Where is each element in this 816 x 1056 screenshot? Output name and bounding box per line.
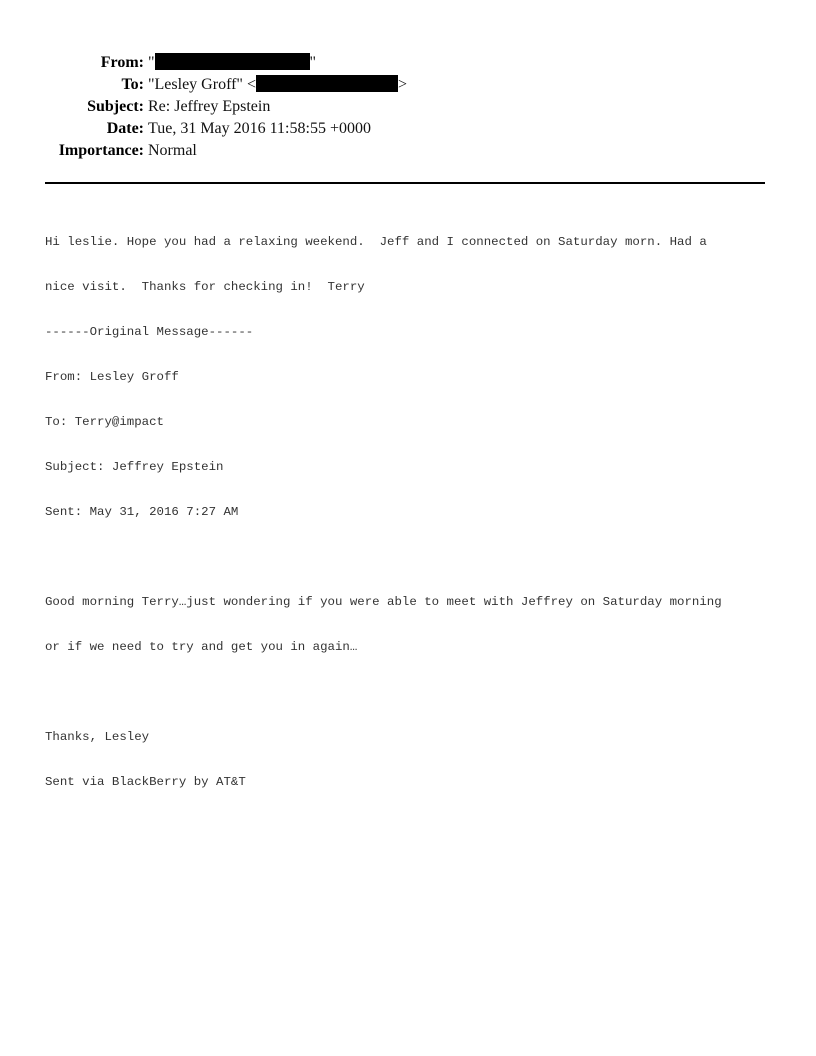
from-row [0, 52, 816, 74]
body-line [45, 550, 775, 565]
body-line: To: Terry@impact [45, 415, 164, 429]
body-line: Hi leslie. Hope you had a relaxing weekend. Jeff and I connected on Saturday morn. Had a [45, 235, 707, 249]
importance-label: Importance: [58, 142, 144, 159]
date-row [0, 118, 816, 140]
body-line: From: Lesley Groff [45, 370, 179, 384]
body-line: Sent via BlackBerry by AT&T [45, 775, 246, 789]
to-label: To: [121, 76, 144, 93]
to-value [148, 74, 407, 96]
subject-label: Subject: [87, 98, 144, 115]
body-line: ------Original Message------ [45, 325, 254, 339]
redaction-box [155, 53, 310, 70]
message-body [45, 205, 775, 805]
body-line: Thanks, Lesley [45, 730, 150, 744]
body-line: or if we need to try and get you in again… [45, 640, 358, 654]
header-divider [45, 182, 765, 184]
body-line: Subject: Jeffrey Epstein [45, 460, 224, 474]
from-value-prefix: " [148, 54, 155, 71]
date-value: Tue, 31 May 2016 11:58:55 +0000 [148, 120, 371, 137]
subject-value: Re: Jeffrey Epstein [148, 98, 271, 115]
to-value-prefix: "Lesley Groff" < [148, 76, 256, 93]
body-line [45, 685, 775, 700]
to-row [0, 74, 816, 96]
from-value [148, 52, 316, 74]
body-line: nice visit. Thanks for checking in! Terry [45, 280, 365, 294]
importance-value: Normal [148, 142, 197, 159]
to-value-suffix: > [397, 76, 408, 93]
date-label: Date: [106, 120, 144, 137]
subject-row [0, 96, 816, 118]
body-line: Sent: May 31, 2016 7:27 AM [45, 505, 239, 519]
email-header [0, 52, 816, 162]
from-value-suffix: " [309, 54, 317, 71]
from-label: From: [100, 54, 144, 71]
importance-row [0, 140, 816, 162]
body-line: Good morning Terry…just wondering if you were able to meet with Jeffrey on Saturday morning [45, 595, 722, 609]
redaction-box [256, 75, 398, 92]
